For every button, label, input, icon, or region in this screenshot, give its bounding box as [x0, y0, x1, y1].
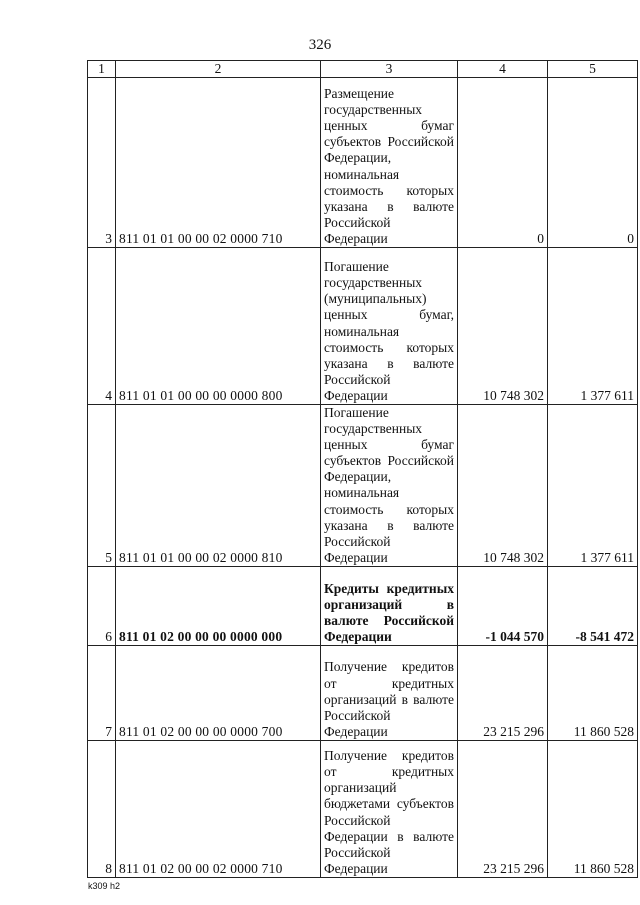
row-description: Погашение государственных (муниципальных) ценных бумаг, номинальная стоимость которых указана в валюте Российской Федерации [321, 248, 458, 405]
row-value-col5: -8 541 472 [548, 566, 638, 645]
budget-code: 811 01 02 00 00 00 0000 000 [116, 566, 321, 645]
row-description: Кредиты кредитных организаций в валюте Российской Федерации [321, 566, 458, 645]
table-row [88, 740, 638, 877]
budget-code: 811 01 01 00 00 02 0000 710 [116, 78, 321, 248]
row-description: Размещение государственных ценных бумаг субъектов Российской Федерации, номинальная стоимость которых указана в валюте Российской Федерации [321, 78, 458, 248]
table-row-bold [88, 566, 638, 645]
row-value-col5: 11 860 528 [548, 740, 638, 877]
row-number: 7 [88, 645, 116, 740]
row-description: Погашение государственных ценных бумаг субъектов Российской Федерации, номинальная стоимость которых указана в валюте Российской Федерации [321, 405, 458, 567]
row-number: 4 [88, 248, 116, 405]
row-value-col5: 1 377 611 [548, 248, 638, 405]
header-col-1: 1 [88, 61, 116, 78]
row-value-col4: 23 215 296 [458, 645, 548, 740]
row-value-col5: 1 377 611 [548, 405, 638, 567]
row-number: 3 [88, 78, 116, 248]
row-description: Получение кредитов от кредитных организаций в валюте Российской Федерации [321, 645, 458, 740]
header-col-5: 5 [548, 61, 638, 78]
budget-code: 811 01 01 00 00 00 0000 800 [116, 248, 321, 405]
header-col-3: 3 [321, 61, 458, 78]
row-number: 5 [88, 405, 116, 567]
row-number: 6 [88, 566, 116, 645]
table-row [88, 645, 638, 740]
table-row [88, 248, 638, 405]
row-value-col5: 11 860 528 [548, 645, 638, 740]
budget-code: 811 01 02 00 00 00 0000 700 [116, 645, 321, 740]
row-value-col5: 0 [548, 78, 638, 248]
page-number: 326 [308, 37, 332, 53]
budget-code: 811 01 01 00 00 02 0000 810 [116, 405, 321, 567]
row-value-col4: 10 748 302 [458, 405, 548, 567]
table-row [88, 405, 638, 567]
header-col-2: 2 [116, 61, 321, 78]
row-value-col4: 23 215 296 [458, 740, 548, 877]
row-value-col4: -1 044 570 [458, 566, 548, 645]
row-description: Получение кредитов от кредитных организаций бюджетами субъектов Российской Федерации в валюте Российской Федерации [321, 740, 458, 877]
footer-code: k309 h2 [88, 881, 121, 891]
header-col-4: 4 [458, 61, 548, 78]
row-value-col4: 10 748 302 [458, 248, 548, 405]
budget-sources-table [87, 60, 638, 878]
row-value-col4: 0 [458, 78, 548, 248]
budget-code: 811 01 02 00 00 02 0000 710 [116, 740, 321, 877]
column-number-header-row [88, 61, 638, 78]
row-number: 8 [88, 740, 116, 877]
table-row [88, 78, 638, 248]
